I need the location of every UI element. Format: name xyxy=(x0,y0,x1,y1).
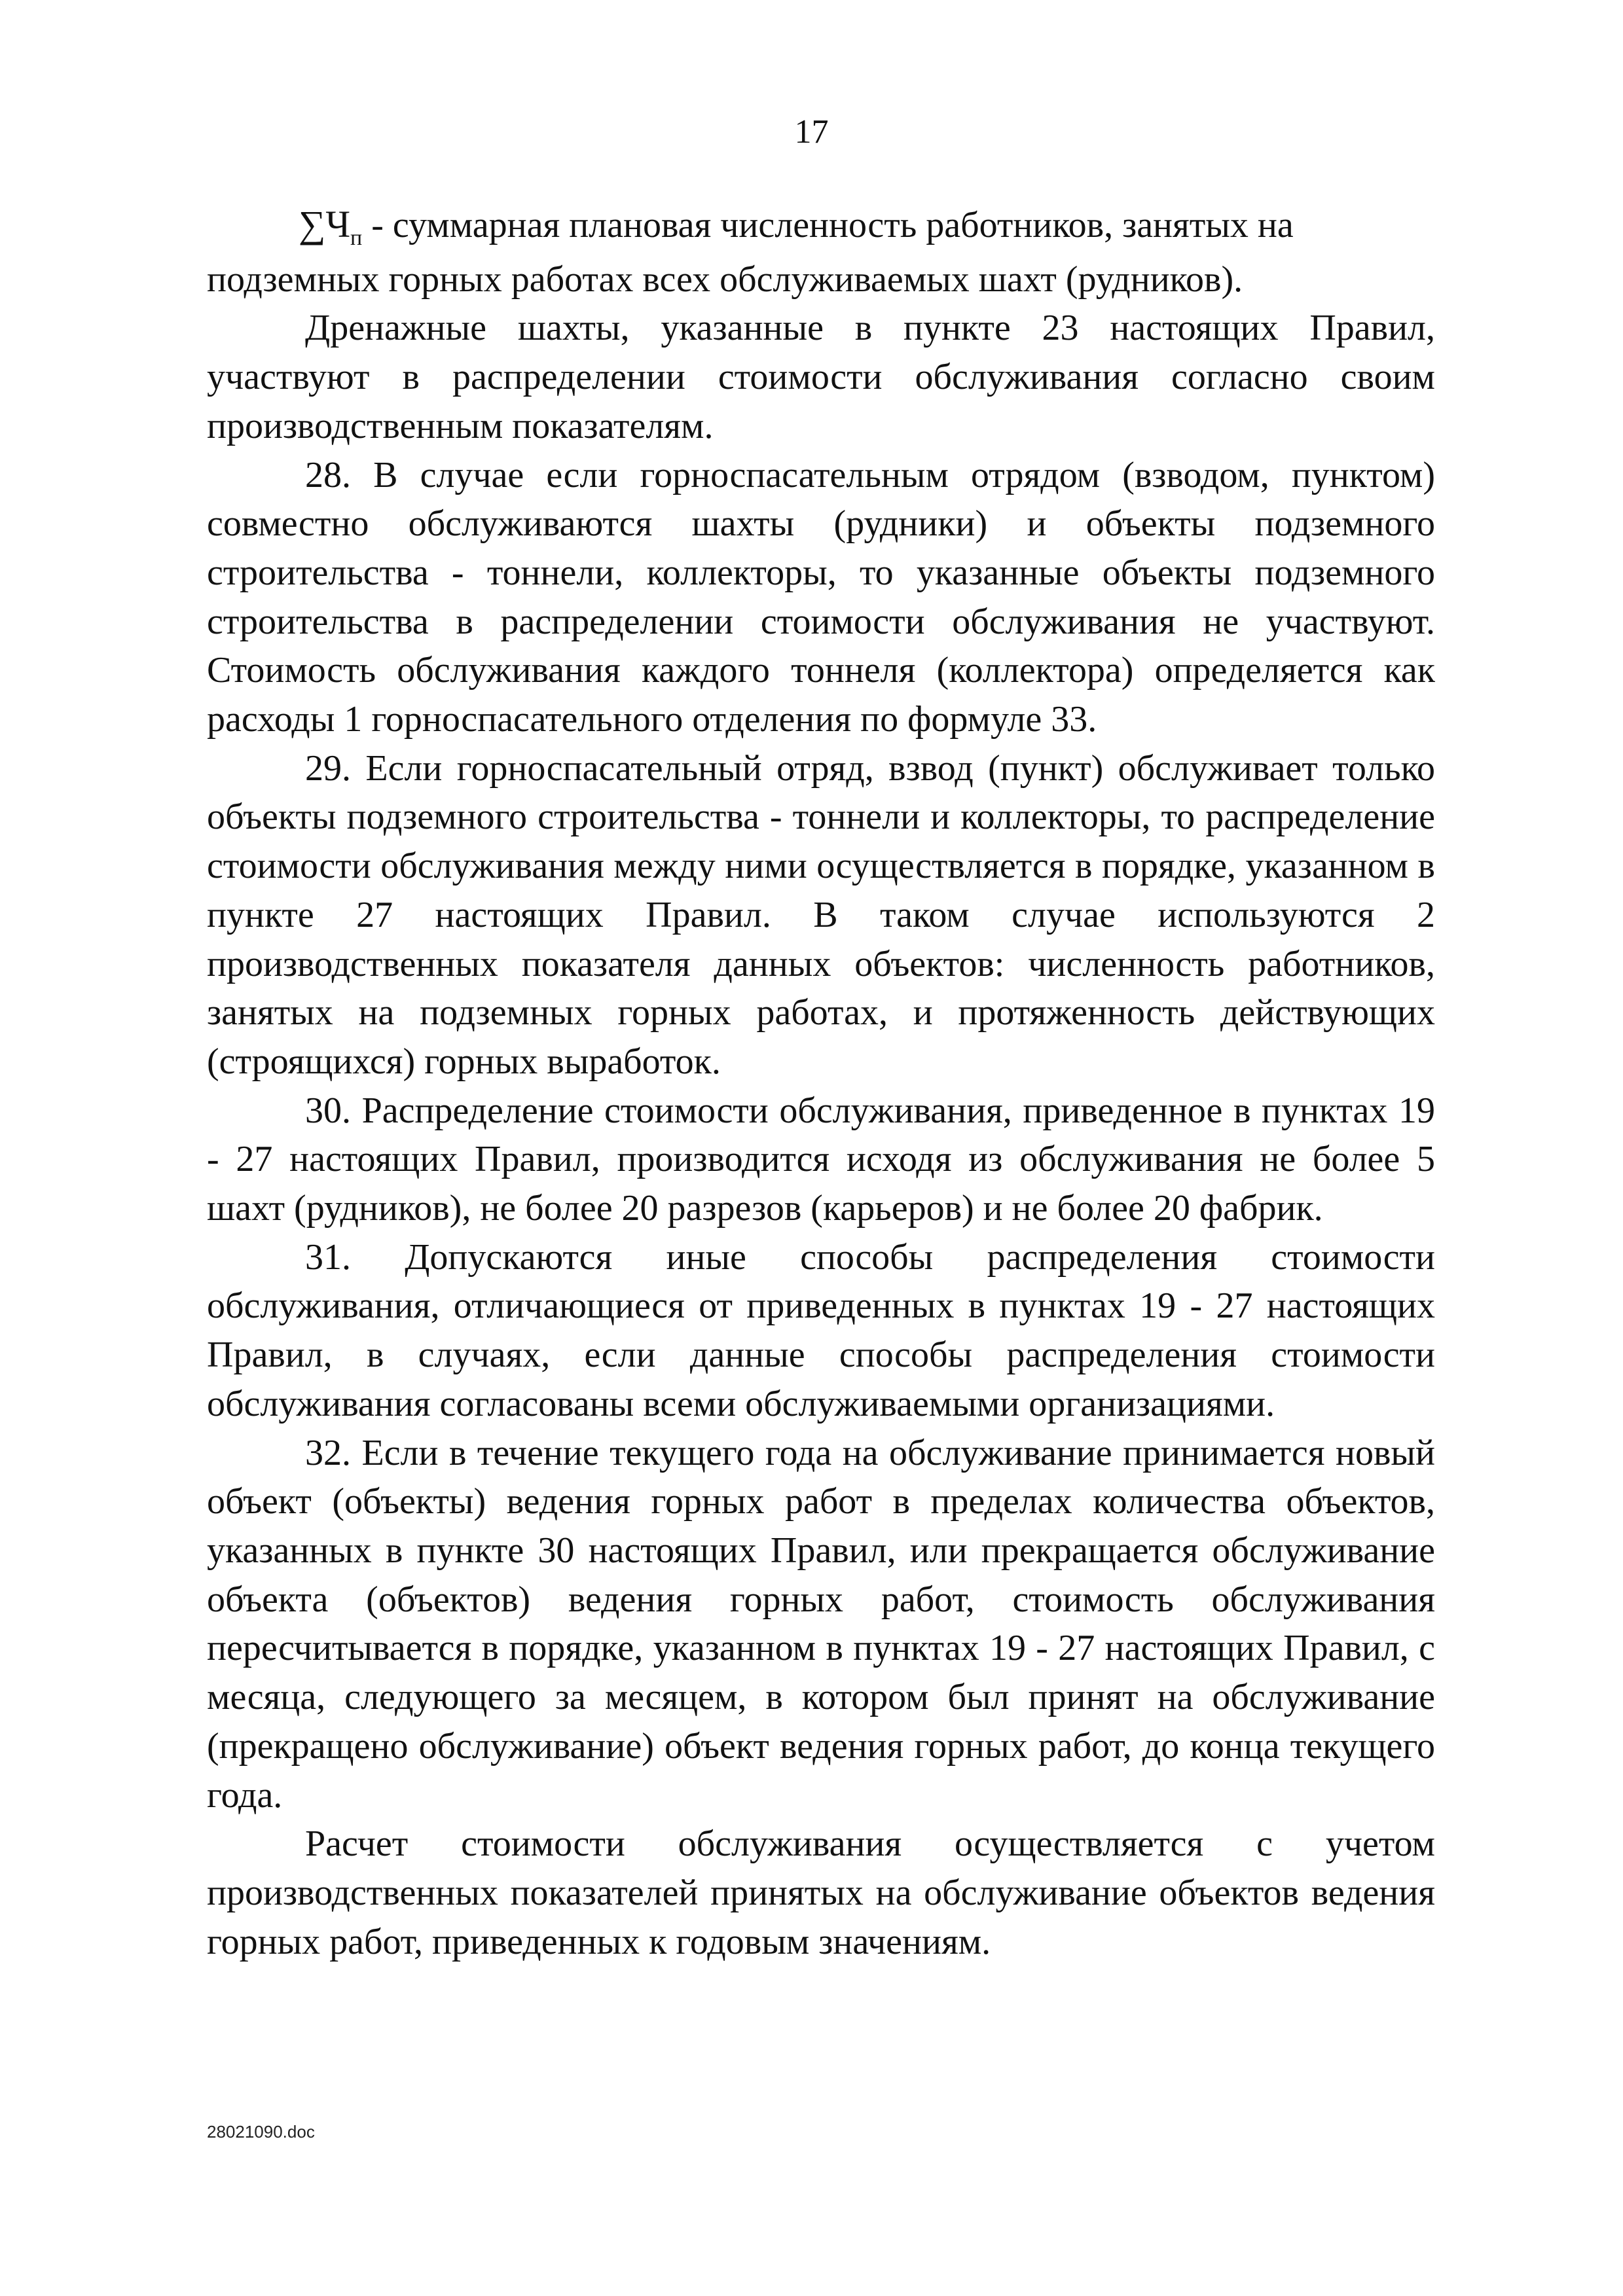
formula-subscript: п xyxy=(350,226,363,250)
paragraph-drainage-mines: Дренажные шахты, указанные в пункте 23 настоящих Правил, участвуют в распределении стоимости обслуживания согласно своим производственным показателям. xyxy=(207,308,1435,446)
paragraph-28: 28. В случае если горноспасательным отрядом (взводом, пунктом) совместно обслуживаются шахты (рудники) и объекты подземного строительства - тоннели, коллекторы, то указанные объекты подземного строительства в распределении стоимости обслуживания не участвуют. Стоимость обслуживания каждого тоннеля (коллектора) определяется как расходы 1 горноспасательного отделения по формуле 33. xyxy=(207,454,1435,740)
paragraph-31: 31. Допускаются иные способы распределения стоимости обслуживания, отличающиеся от приведенных в пунктах 19 - 27 настоящих Правил, в случаях, если данные способы распределения стоимости обслуживания согласованы всеми обслуживаемыми организациями. xyxy=(207,1236,1435,1424)
paragraph-calculation: Расчет стоимости обслуживания осуществляется с учетом производственных показателей принятых на обслуживание объектов ведения горных работ, приведенных к годовым значениям. xyxy=(207,1823,1435,1962)
paragraph-32: 32. Если в течение текущего года на обслуживание принимается новый объект (объекты) ведения горных работ в пределах количества объектов, указанных в пункте 30 настоящих Правил, или прекращается обслуживание объекта (объектов) ведения горных работ, стоимость обслуживания пересчитывается в порядке, указанном в пунктах 19 - 27 настоящих Правил, с месяца, следующего за месяцем, в котором был принят на обслуживание (прекращено обслуживание) объект ведения горных работ, до конца текущего года. xyxy=(207,1432,1435,1816)
paragraph-30: 30. Распределение стоимости обслуживания, приведенное в пунктах 19 - 27 настоящих Правил, производится исходя из обслуживания не более 5 шахт (рудников), не более 20 разрезов (карьеров) и не более 20 фабрик. xyxy=(207,1090,1435,1229)
footer-filename: 28021090.doc xyxy=(207,2122,315,2142)
document-body xyxy=(207,200,1435,1966)
formula-description: - суммарная плановая численность работников, занятых на xyxy=(362,205,1294,245)
page-number: 17 xyxy=(794,113,829,151)
formula-definition xyxy=(207,200,1435,255)
formula-description-continuation: подземных горных работах всех обслуживаемых шахт (рудников). xyxy=(207,259,1243,300)
sum-symbol: ∑Ч xyxy=(299,203,351,245)
paragraph-29: 29. Если горноспасательный отряд, взвод (пункт) обслуживает только объекты подземного строительства - тоннели и коллекторы, то распределение стоимости обслуживания между ними осуществляется в порядке, указанном в пункте 27 настоящих Правил. В таком случае используются 2 производственных показателя данных объектов: численность работников, занятых на подземных горных работах, и протяженность действующих (строящихся) горных выработок. xyxy=(207,747,1435,1082)
